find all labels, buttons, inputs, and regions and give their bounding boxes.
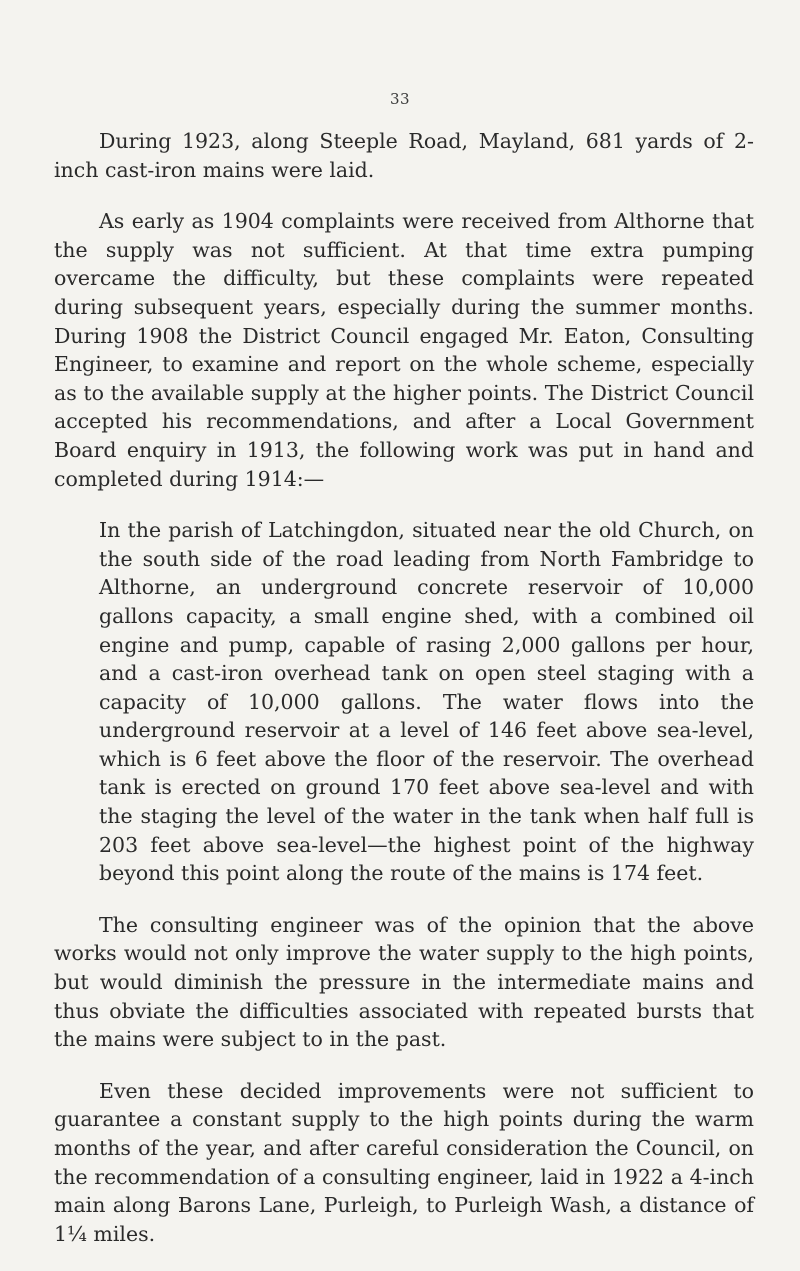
paragraph-engineer-opinion: The consulting engineer was of the opinion that the above works would not only improve the water supply to the high points, but would diminish the pressure in the intermediate mains and thus obviate the difficulties associated with repeated bursts that the mains were subject to in the past. bbox=[54, 912, 754, 1052]
paragraph-steeple-road-mains: During 1923, along Steeple Road, Mayland, 681 yards of 2-inch cast-iron mains were laid. bbox=[54, 129, 754, 182]
body-text bbox=[54, 127, 754, 1271]
paragraph-latchingdon-works: In the parish of Latchingdon, situated near the old Church, on the south side of the road leading from North Fambridge to Althorne, an underground concrete reservoir of 10,000 gallons capacity, a small engine shed, with a combined oil engine and pump, capable of rasing 2,000 gallons per hour, and a cast-iron overhead tank on open steel staging with a capacity of 10,000 gallons. The water flows into the underground reservoir at a level of 146 feet above sea-level, which is 6 feet above the floor of the reservoir. The overhead tank is erected on ground 170 feet above sea-level and with the staging the level of the water in the tank when half full is 203 feet above sea-level—the highest point of the highway beyond this point along the route of the mains is 174 feet. bbox=[99, 518, 754, 886]
paragraph-barons-lane-main: Even these decided improvements were not sufficient to guarantee a constant supply to the high points during the warm months of the year, and after careful consideration the Council, on the recommendation of a consulting engineer, laid in 1922 a 4-inch main along Barons Lane, Purleigh, to Purleigh Wash, a distance of 1¼ miles. bbox=[54, 1078, 754, 1246]
paragraph-althorne-complaints: As early as 1904 complaints were received from Althorne that the supply was not sufficient. At that time extra pumping overcame the difficulty, but these complaints were repeated during subsequent years, especially during the summer months. During 1908 the District Council engaged Mr. Eaton, Consulting Engineer, to examine and report on the whole scheme, especially as to the available supply at the higher points. The District Council accepted his recommendations, and after a Local Government Board enquiry in 1913, the following work was put in hand and completed during 1914:— bbox=[54, 209, 754, 491]
page-number: 33 bbox=[389, 90, 411, 108]
